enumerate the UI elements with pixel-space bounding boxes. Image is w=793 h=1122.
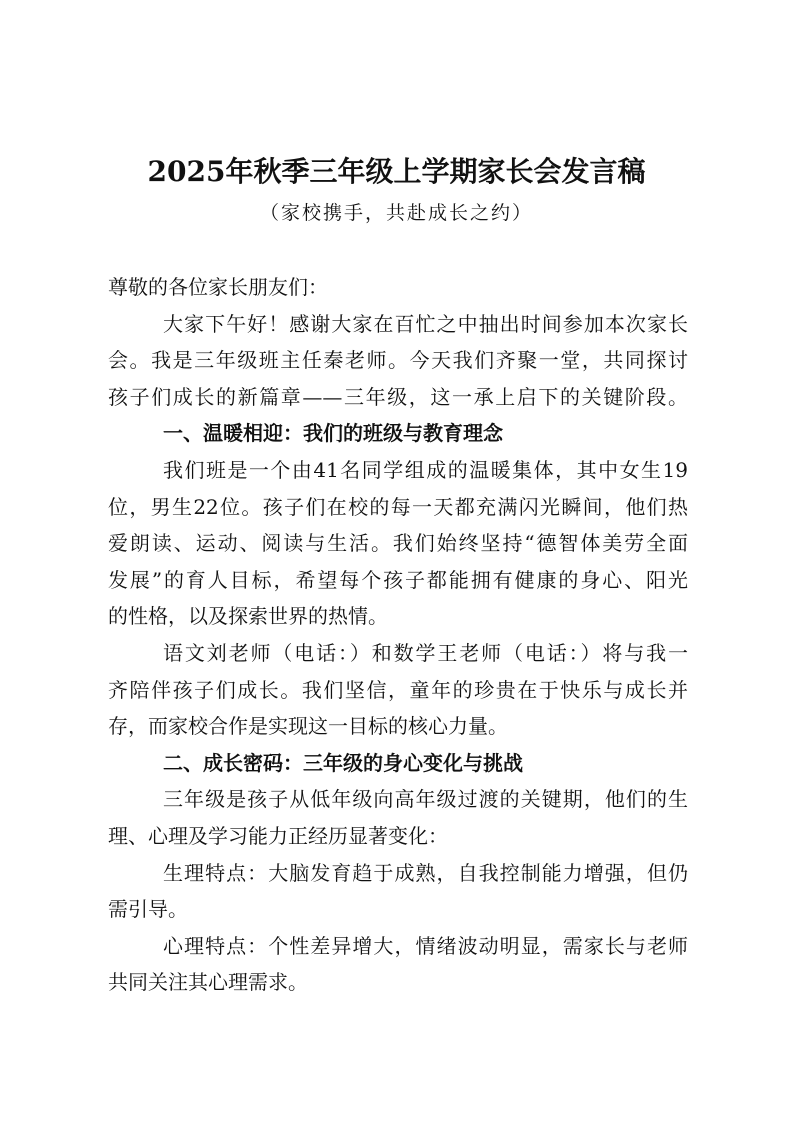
text-line: 的性格，以及探索世界的热情。 — [108, 604, 388, 629]
text-line: 位，男生22位。孩子们在校的每一天都充满闪光瞬间，他们热 — [108, 494, 688, 519]
text-line: 语文刘老师（电话：）和数学王老师（电话：）将与我一 — [163, 640, 688, 665]
document-body — [108, 269, 688, 1001]
text-line: 我们班是一个由41名同学组成的温暖集体，其中女生19 — [163, 457, 688, 482]
document-subtitle: （家校携手，共赴成长之约） — [259, 202, 533, 224]
text-line: 存，而家校合作是实现这一目标的核心力量。 — [108, 714, 508, 739]
text-line: 会。我是三年级班主任秦老师。今天我们齐聚一堂，共同探讨 — [108, 348, 688, 373]
text-line: 爱朗读、运动、阅读与生活。我们始终坚持“德智体美劳全面 — [108, 531, 688, 556]
text-line: 尊敬的各位家长朋友们： — [108, 275, 328, 299]
text-line: 共同关注其心理需求。 — [108, 970, 308, 995]
text-line: 理、心理及学习能力正经历显著变化： — [108, 823, 448, 848]
section-heading: 二、成长密码：三年级的身心变化与挑战 — [163, 750, 523, 775]
text-line: 孩子们成长的新篇章——三年级，这一承上启下的关键阶段。 — [108, 384, 688, 409]
text-line: 三年级是孩子从低年级向高年级过渡的关键期，他们的生 — [163, 787, 688, 812]
text-line: 心理特点：个性差异增大，情绪波动明显，需家长与老师 — [163, 933, 688, 958]
text-line: 发展”的育人目标，希望每个孩子都能拥有健康的身心、阳光 — [108, 567, 688, 592]
document-title: 2025年秋季三年级上学期家长会发言稿 — [147, 155, 646, 188]
text-line: 生理特点：大脑发育趋于成熟，自我控制能力增强，但仍 — [163, 860, 688, 885]
text-line: 大家下午好！感谢大家在百忙之中抽出时间参加本次家长 — [163, 311, 688, 336]
text-line: 需引导。 — [108, 897, 188, 922]
text-line: 齐陪伴孩子们成长。我们坚信，童年的珍贵在于快乐与成长并 — [108, 677, 688, 702]
section-heading: 一、温暖相迎：我们的班级与教育理念 — [163, 421, 503, 446]
